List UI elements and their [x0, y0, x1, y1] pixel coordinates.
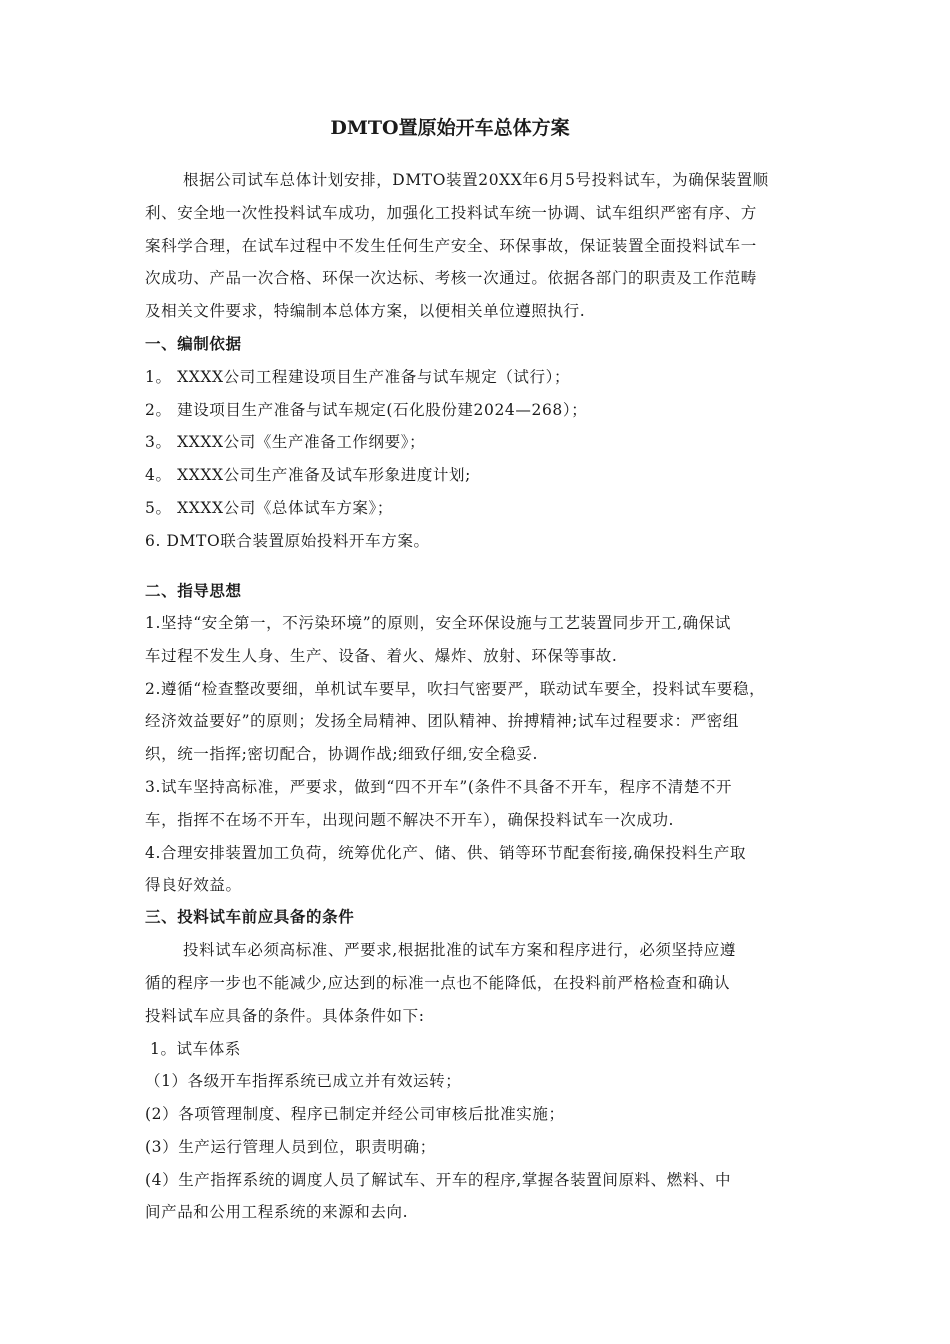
- basis-item-1: 1。 XXXX公司工程建设项目生产准备与试车规定（试行）；: [145, 368, 571, 386]
- trial-system-subheading: 1。试车体系: [150, 1040, 241, 1058]
- intro-line-4: 次成功、产品一次合格、环保一次达标、考核一次通过。依据各部门的职责及工作范畴: [145, 269, 757, 287]
- guideline-line-6: 3.试车坚持高标准，严要求，做到“四不开车”(条件不具备不开车，程序不清楚不开: [145, 778, 733, 796]
- intro-line-3: 案科学合理，在试车过程中不发生任何生产安全、环保事故，保证装置全面投料试车一: [145, 237, 757, 255]
- guideline-line-4: 经济效益要好”的原则；发扬全局精神、团队精神、拚搏精神;试车过程要求：严密组: [145, 712, 739, 730]
- guideline-line-9: 得良好效益。: [145, 876, 242, 894]
- conditions-line-1: 投料试车必须高标准、严要求,根据批准的试车方案和程序进行，必须坚持应遵: [183, 941, 736, 959]
- basis-item-4: 4。 XXXX公司生产准备及试车形象进度计划;: [145, 466, 471, 484]
- basis-item-2: 2。 建设项目生产准备与试车规定(石化股份建2024—268）；: [145, 401, 588, 419]
- section3-heading: 三、投料试车前应具备的条件: [145, 908, 355, 926]
- basis-item-6: 6. DMTO联合装置原始投料开车方案。: [145, 532, 430, 550]
- conditions-line-3: 投料试车应具备的条件。具体条件如下:: [145, 1007, 425, 1025]
- trial-system-item-2: (2）各项管理制度、程序已制定并经公司审核后批准实施；: [145, 1105, 565, 1123]
- basis-item-5: 5。 XXXX公司《总体试车方案》；: [145, 499, 393, 517]
- guideline-line-1: 1.坚持“安全第一，不污染环境”的原则，安全环保设施与工艺装置同步开工,确保试: [145, 614, 731, 632]
- guideline-line-8: 4.合理安排装置加工负荷，统筹优化产、储、供、销等环节配套衔接,确保投料生产取: [145, 844, 747, 862]
- basis-item-3: 3。 XXXX公司《生产准备工作纲要》；: [145, 433, 426, 451]
- document-title: DMTO置原始开车总体方案: [330, 117, 570, 139]
- guideline-line-7: 车，指挥不在场不开车，出现问题不解决不开车），确保投料试车一次成功.: [145, 811, 675, 829]
- trial-system-item-1: （1）各级开车指挥系统已成立并有效运转；: [145, 1072, 462, 1090]
- trial-system-item-5: 间产品和公用工程系统的来源和去向.: [145, 1203, 409, 1221]
- document-page: [145, 0, 815, 1344]
- conditions-line-2: 循的程序一步也不能减少,应达到的标准一点也不能降低，在投料前严格检查和确认: [145, 974, 731, 992]
- trial-system-item-4: (4）生产指挥系统的调度人员了解试车、开车的程序,掌握各装置间原料、燃料、中: [145, 1171, 732, 1189]
- guideline-line-3: 2.遵循“检查整改要细，单机试车要早，吹扫气密要严，联动试车要全，投料试车要稳，: [145, 680, 766, 698]
- intro-line-2: 利、安全地一次性投料试车成功，加强化工投料试车统一协调、试车组织严密有序、方: [145, 204, 757, 222]
- guideline-line-2: 车过程不发生人身、生产、设备、着火、爆炸、放射、环保等事故.: [145, 647, 618, 665]
- trial-system-item-3: (3）生产运行管理人员到位，职责明确；: [145, 1138, 436, 1156]
- section2-heading: 二、指导思想: [145, 582, 242, 600]
- guideline-line-5: 织，统一指挥;密切配合，协调作战;细致仔细,安全稳妥.: [145, 745, 538, 763]
- intro-line-1: 根据公司试车总体计划安排，DMTO装置20XX年6月5号投料试车，为确保装置顺: [183, 171, 769, 189]
- section1-heading: 一、编制依据: [145, 335, 242, 353]
- intro-line-5: 及相关文件要求，特编制本总体方案，以便相关单位遵照执行.: [145, 302, 586, 320]
